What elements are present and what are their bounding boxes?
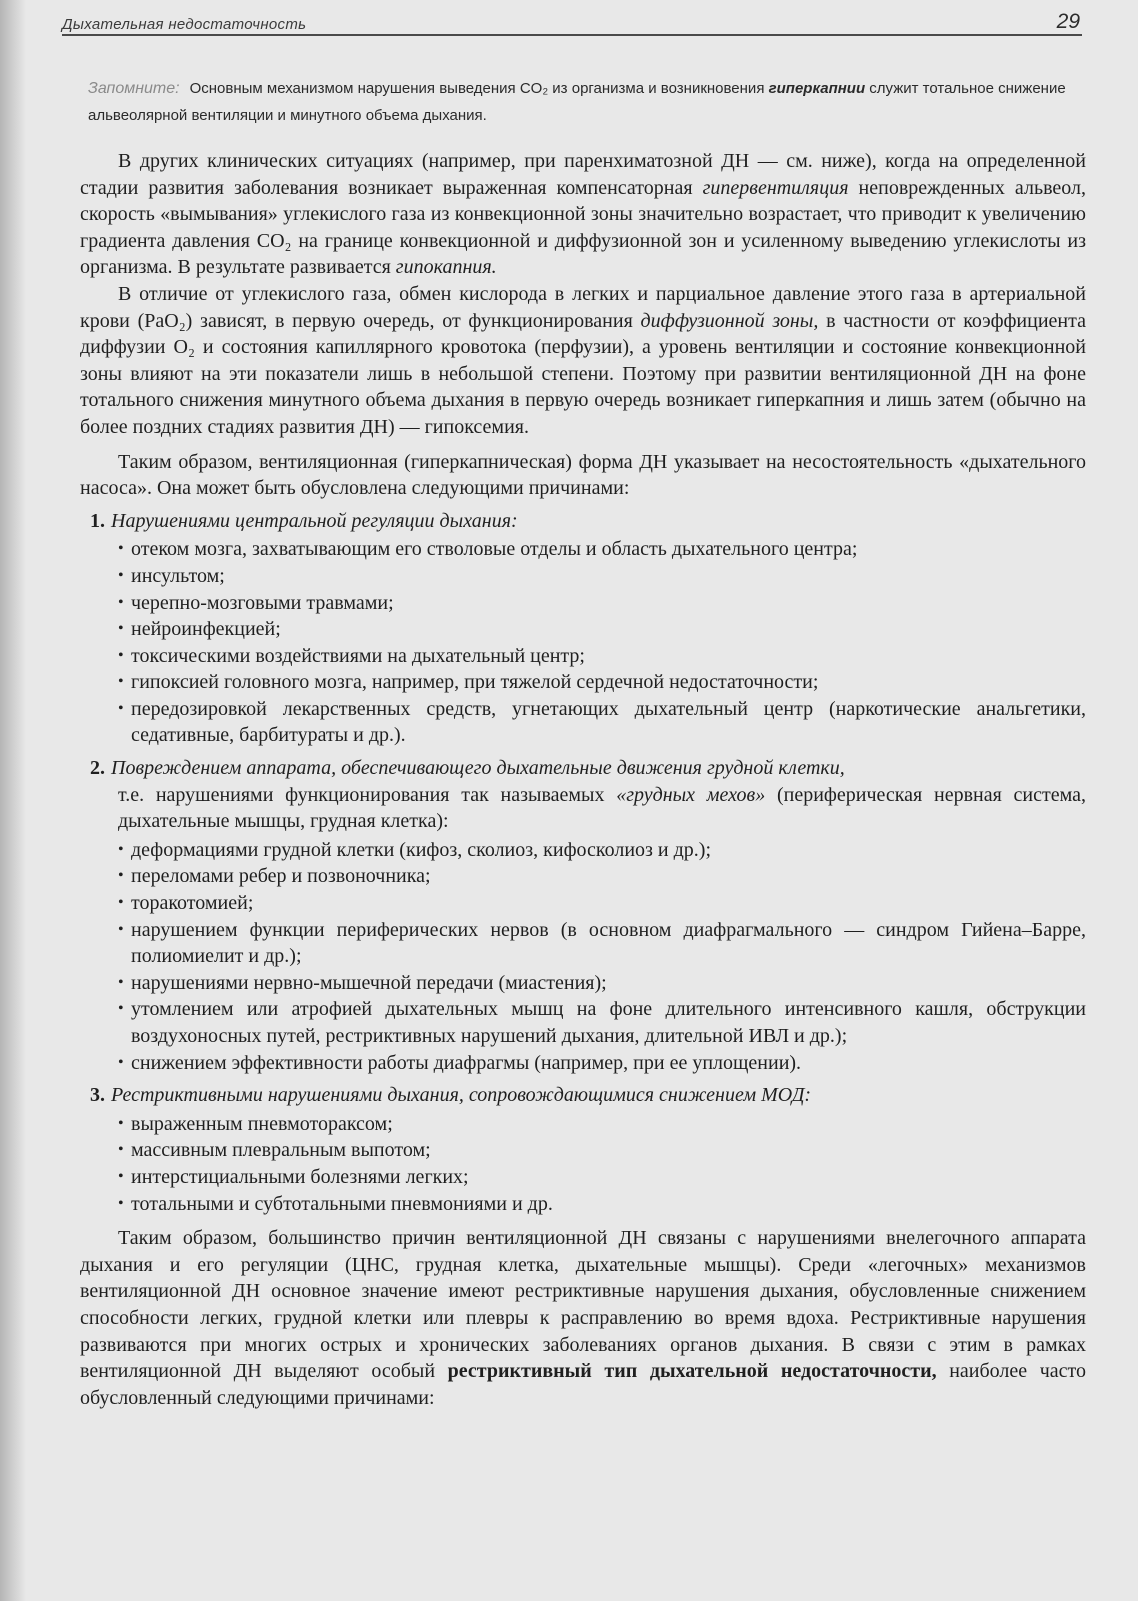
cause-title: Рестриктивными нарушениями дыхания, сопровождающимися снижением МОД: (111, 1084, 812, 1107)
list-item: • черепно-мозговыми травмами; (118, 590, 1086, 617)
list-item: • деформациями грудной клетки (кифоз, сколиоз, кифосколиоз и др.); (118, 837, 1086, 864)
bold-term: рестриктивный тип дыхательной недостаточности, (447, 1360, 937, 1383)
emphasis-term: «грудных мехов» (616, 783, 766, 806)
cause-title: Нарушениями центральной регуляции дыхания: (111, 509, 518, 532)
paragraph (80, 148, 1086, 281)
list-item: • утомлением или атрофией дыхательных мышц на фоне длительного интенсивного кашля, обструкции воздухоносных путей, рестриктивных нарушений дыхания, длительной ИВЛ и др.); (118, 996, 1086, 1049)
description-text: т.е. нарушениями функционирования так называемых (118, 783, 617, 806)
cause-number: 1. (90, 509, 105, 532)
emphasis-term: гипервентиляция (702, 176, 849, 199)
remember-tag: Запомните: (88, 80, 180, 97)
list-item: • выраженным пневмотораксом; (118, 1111, 1086, 1138)
paragraph (80, 281, 1086, 441)
paragraph-text: неповрежденных альвеол, скорость «вымывания» углекислого газа из конвекционной зоны значительно возрастает, что приводит к увеличению градиента давления CO₂ на границе конвекционной и диффузионной зон и усиленному выведению углекислоты из организма. В результате развивается (80, 176, 1086, 279)
cause-list (80, 536, 1086, 749)
remember-note (88, 75, 1082, 129)
list-item: • нарушениями нервно-мышечной передачи (миастения); (118, 970, 1086, 997)
paragraph-text: наиболее часто обусловленный следующими причинами: (80, 1360, 1086, 1409)
list-item: • снижением эффективности работы диафрагмы (например, при ее уплощении). (118, 1050, 1086, 1077)
list-item: • массивным плевральным выпотом; (118, 1137, 1086, 1164)
cause-list (80, 1111, 1086, 1217)
page-number: 29 (1056, 10, 1080, 33)
cause-number: 3. (90, 1084, 105, 1107)
remember-text-1: Основным механизмом нарушения выведения CO₂ из организма и возникновения (189, 80, 769, 97)
cause-heading (90, 755, 1086, 782)
cause-number: 2. (90, 757, 105, 780)
cause-description (118, 782, 1086, 835)
paragraph (80, 449, 1086, 502)
list-item: • инсультом; (118, 563, 1086, 590)
page-header (62, 8, 1082, 36)
list-item: • токсическими воздействиями на дыхательный центр; (118, 643, 1086, 670)
paragraph-text: В других клинических ситуациях (например, при паренхиматозной ДН — см. ниже), когда на определенной стадии развития заболевания возникает выраженная компенсаторная (80, 150, 1086, 199)
paragraph-text: в частности от коэффициента диффузии O₂ и состояния капиллярного кровотока (перфузии), а уровень вентиляции и состояние конвекционной зоны влияют на эти показатели лишь в небольшой степени. Поэтому при развитии вентиляционной ДН на фоне тотального снижения минутного объема дыхания в первую очередь возникает гиперкапния и лишь затем (обычно на более поздних стадиях развития ДН) — гипоксемия. (80, 309, 1086, 438)
list-item: • отеком мозга, захватывающим его стволовые отделы и область дыхательного центра; (118, 536, 1086, 563)
emphasis-term: гипокапния. (395, 256, 497, 279)
paragraph-text: Таким образом, большинство причин вентиляционной ДН связаны с нарушениями внелегочного аппарата дыхания и его регуляции (ЦНС, грудная клетка, дыхательные мышцы). Среди «легочных» механизмов вентиляционной ДН основное значение имеют рестриктивные нарушения дыхания, обусловленные снижением способности легких, грудной клетки или плевры к расправлению во время вдоха. Рестриктивные нарушения развиваются при многих острых и хронических заболеваниях органов дыхания. В связи с этим в рамках вентиляционной ДН выделяют особый (80, 1227, 1086, 1383)
list-item: • гипоксией головного мозга, например, при тяжелой сердечной недостаточности; (118, 669, 1086, 696)
page-binding-shadow (0, 0, 26, 1601)
list-item: • передозировкой лекарственных средств, угнетающих дыхательный центр (наркотические анальгетики, седативные, барбитураты и др.). (118, 696, 1086, 749)
remember-keyword: гиперкапнии (768, 80, 866, 97)
emphasis-term: диффузионной зоны, (640, 309, 819, 332)
remember-text-2: служит тотальное снижение альвеолярной вентиляции и минутного объема дыхания. (88, 80, 1066, 124)
list-item: • переломами ребер и позвоночника; (118, 863, 1086, 890)
paragraph-text: В отличие от углекислого газа, обмен кислорода в легких и парциальное давление этого газа в артериальной крови (PaO₂) зависят, в первую очередь, от функционирования (80, 282, 1086, 332)
list-item: • тотальными и субтотальными пневмониями и др. (118, 1191, 1086, 1218)
list-item: • нейроинфекцией; (118, 616, 1086, 643)
body-text (80, 148, 1086, 1411)
paragraph (80, 1225, 1086, 1411)
cause-heading (90, 508, 1086, 535)
description-text: (периферическая нервная система, дыхательные мышцы, грудная клетка): (118, 783, 1086, 833)
cause-title: Повреждением аппарата, обеспечивающего дыхательные движения грудной клетки, (111, 757, 845, 780)
cause-heading (90, 1082, 1086, 1109)
list-item: • торакотомией; (118, 890, 1086, 917)
cause-list (80, 837, 1086, 1076)
running-head: Дыхательная недостаточность (62, 16, 307, 33)
list-item: • интерстициальными болезнями легких; (118, 1164, 1086, 1191)
paragraph-text: Таким образом, вентиляционная (гиперкапническая) форма ДН указывает на несостоятельность «дыхательного насоса». Она может быть обусловлена следующими причинами: (80, 450, 1086, 500)
list-item: • нарушением функции периферических нервов (в основном диафрагмального — синдром Гийена–Барре, полиомиелит и др.); (118, 917, 1086, 970)
